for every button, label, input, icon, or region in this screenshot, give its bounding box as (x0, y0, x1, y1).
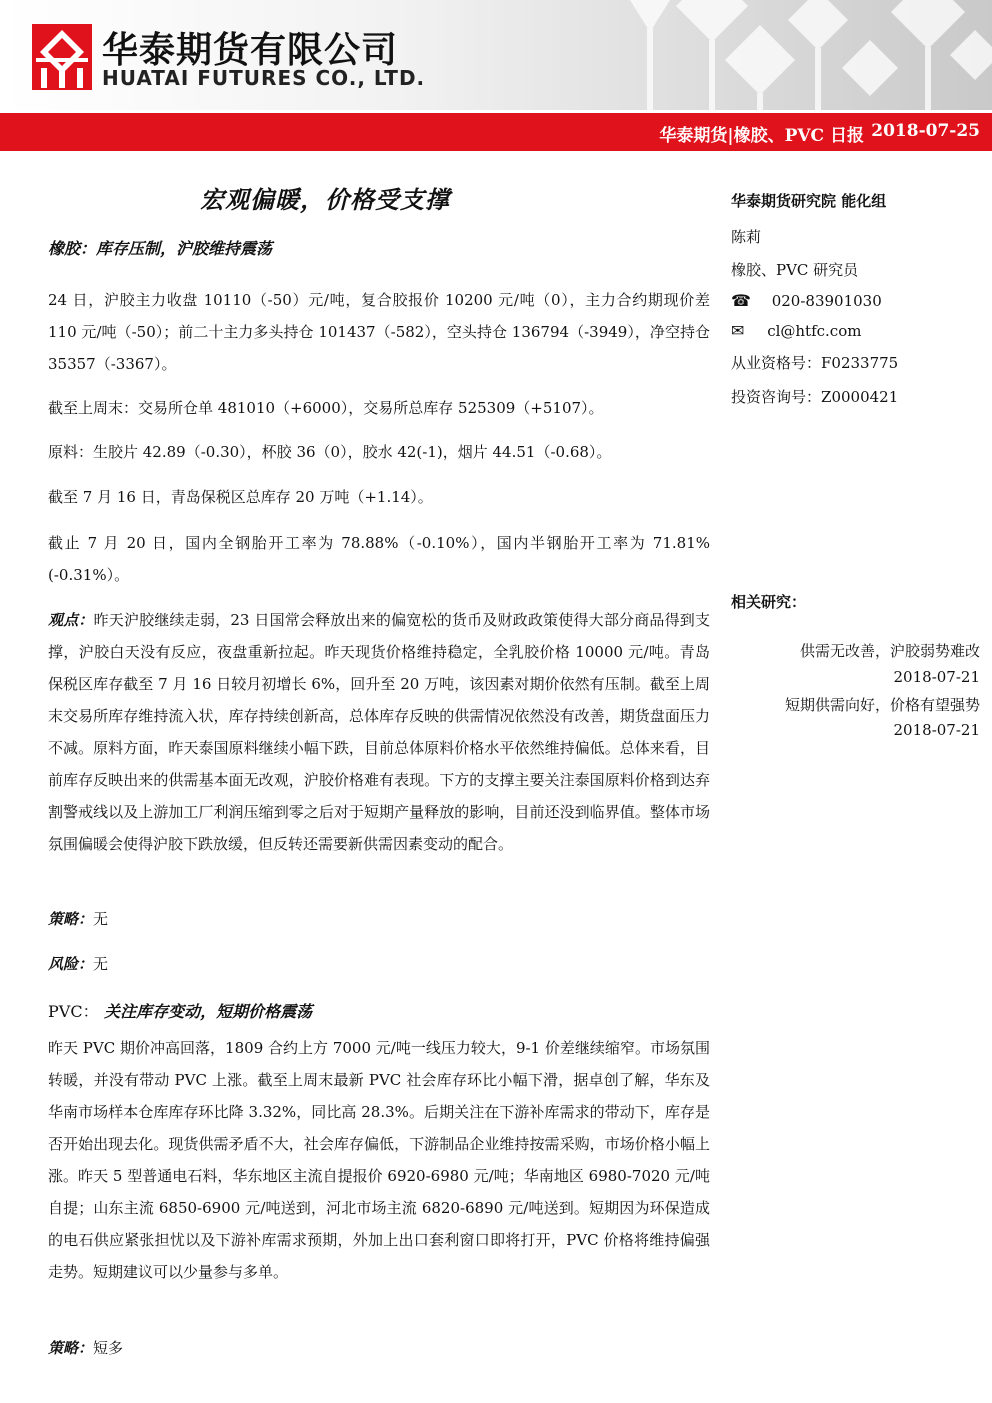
consulting-label: 投资咨询号： (731, 388, 822, 406)
report-type: 华泰期货|橡胶、PVC 日报 (659, 126, 864, 146)
report-date: 2018-07-25 (871, 121, 980, 141)
rubber-inventory-paragraph: 截至上周末：交易所仓单 481010（+6000），交易所总库存 525309（+5107）。 (48, 399, 604, 417)
pvc-strategy (48, 1332, 710, 1364)
institute-name: 华泰期货研究院 能化组 (731, 192, 887, 210)
view-text: 昨天沪胶继续走弱，23 日国常会释放出来的偏宽松的货币及财政政策使得大部分商品得到支撑，沪胶白天没有反应，夜盘重新拉起。昨天现货价格维持稳定，全乳胶价格 10000 元/吨。青岛保税区库存截至 7 月 16 日较月初增长 6%，回升至 20 万吨，该因素对期价依然有压制。截至上周末交易所库存维持流入状，库存持续创新高，总体库存反映的供需情况依然没有改善，期货盘面压力不减。原料方面，昨天泰国原料继续小幅下跌，目前总体原料价格水平依然维持偏低。总体来看，目前库存反映出来的供需基本面无改观，沪胶价格难有表现。下方的支撑主要关注泰国原料价格到达弃割警戒线以及上游加工厂利润压缩到零之后对于短期产量释放的影响，目前还没到临界值。整体市场氛围偏暖会使得沪胶下跌放缓，但反转还需要新供需因素变动的配合。 (48, 611, 710, 853)
rubber-view-paragraph (48, 604, 710, 860)
related-item-title[interactable]: 供需无改善，沪胶弱势难改 (799, 642, 980, 660)
pvc-heading (48, 999, 312, 1022)
rubber-risk (48, 948, 710, 980)
envelope-icon: ✉ (731, 321, 745, 340)
view-label: 观点： (48, 611, 94, 629)
rubber-strategy (48, 903, 710, 935)
consulting-number (731, 386, 898, 407)
pvc-heading-prefix: PVC： (48, 1002, 99, 1021)
related-research-heading: 相关研究： (731, 593, 807, 611)
phone-row (731, 291, 882, 310)
analyst-role: 橡胶、PVC 研究员 (731, 261, 859, 279)
qualification-value: F0233775 (821, 354, 899, 372)
rubber-raw-material-paragraph: 原料：生胶片 42.89（-0.30），杯胶 36（0），胶水 42(-1)，烟片 44.51（-0.68）。 (48, 443, 612, 461)
phone-icon: ☎ (731, 291, 751, 310)
email-address[interactable]: cl@htfc.com (767, 322, 862, 340)
rubber-price-paragraph: 24 日，沪胶主力收盘 10110（-50）元/吨，复合胶报价 10200 元/吨（0），主力合约期现价差 110 元/吨（-50）；前二十主力多头持仓 101437（-582），空头持仓 136794（-3949），净空持仓 35357（-3367）。 (48, 291, 710, 373)
company-logo-icon (32, 24, 92, 90)
analyst-name: 陈莉 (731, 228, 762, 246)
company-name-cn: 华泰期货有限公司 (102, 30, 399, 71)
related-item-title[interactable]: 短期供需向好，价格有望强势 (784, 696, 980, 714)
related-item-date: 2018-07-21 (893, 721, 980, 739)
pvc-strategy-label: 策略： (48, 1339, 94, 1357)
phone-number: 020-83901030 (771, 292, 882, 310)
risk-label: 风险： (48, 955, 94, 973)
strategy-label: 策略： (48, 910, 94, 928)
rubber-heading: 橡胶：库存压制，沪胶维持震荡 (48, 239, 273, 258)
company-name-en: HUATAI FUTURES CO., LTD. (102, 66, 426, 90)
risk-text: 无 (93, 955, 109, 973)
strategy-text: 无 (93, 910, 109, 928)
qualification-label: 从业资格号： (731, 354, 822, 372)
tire-operating-rate-paragraph: 截止 7 月 20 日，国内全钢胎开工率为 78.88%（-0.10%），国内半钢胎开工率为 71.81%(-0.31%）。 (48, 534, 710, 584)
qualification-number (731, 352, 898, 373)
pvc-analysis-paragraph: 昨天 PVC 期价冲高回落，1809 合约上方 7000 元/吨一线压力较大，9-1 价差继续缩窄。市场氛围转暖，并没有带动 PVC 上涨。截至上周末最新 PVC 社会库存环比小幅下滑，据卓创了解，华东及华南市场样本仓库库存环比降 3.32%，同比高 28.3%。后期关注在下游补库需求的带动下，库存是否开始出现去化。现货供需矛盾不大，社会库存偏低，下游制品企业维持按需采购，市场价格小幅上涨。昨天 5 型普通电石料，华东地区主流自提报价 6920-6980 元/吨；华南地区 6980-7020 元/吨自提；山东主流 6850-6900 元/吨送到，河北市场主流 6820-6890 元/吨送到。短期因为环保造成的电石供应紧张担忧以及下游补库需求预期，外加上出口套利窗口即将打开，PVC 价格将维持偏强走势。短期建议可以少量参与多单。 (48, 1039, 710, 1281)
rubber-bonded-stock-paragraph: 截至 7 月 16 日，青岛保税区总库存 20 万吨（+1.14）。 (48, 488, 433, 506)
related-item-date: 2018-07-21 (893, 668, 980, 686)
pvc-strategy-text: 短多 (93, 1339, 124, 1357)
page-title: 宏观偏暖，价格受支撑 (200, 185, 450, 214)
consulting-value: Z0000421 (821, 388, 899, 406)
pvc-heading-text: 关注库存变动，短期价格震荡 (104, 1002, 313, 1021)
email-row (731, 321, 861, 340)
